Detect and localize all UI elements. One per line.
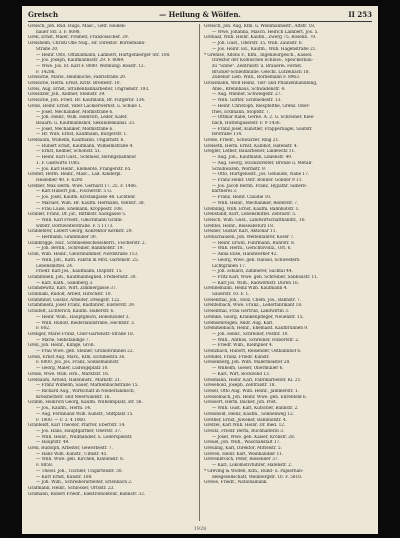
directory-entry: — Jos., Kaufm., Herm. 14. xyxy=(36,406,92,412)
directory-entry: Greis, Aug. Ernst, Straßenbahnarbeiter, Ungriebstr. 193. xyxy=(28,86,150,92)
directory-entry: — Heinr. Erwin, Fuhrmann, Ruhrstr. 8. xyxy=(212,240,295,246)
directory-entry: — Anna Elise, Handwerker 42. xyxy=(212,252,278,258)
directory-entry: Grendel, Franz, Friedr. Kunstr. xyxy=(204,354,270,360)
directory-entry: Bauarb. u. Kaufmannshof, Sekundenkanal. 33. xyxy=(36,120,136,126)
directory-entry: Grammhelb, Joh., Kaufmannsglied, Frehlersstr. 30. xyxy=(28,274,137,280)
directory-entry: Graufelt, Lichterich, Kaufm. Haberstr. 6. xyxy=(28,309,115,315)
directory-entry: Gresshold, Heinz, Kaufm., Sonnenweg 12. xyxy=(204,411,294,417)
directory-entry: — Franz Josef, Künstler, Frappernagel, Saufstr. xyxy=(212,126,313,132)
directory-entry: Grah, Wilh. Heinr., Gleichnummer, Nordstraße 113. xyxy=(28,252,139,258)
directory-entry: Greisch, Joh. Rud. Hugo, Masc., Getr. Heiden- xyxy=(28,24,127,29)
directory-entry: ferstraße 114. xyxy=(212,132,243,138)
directory-entry: — Hubert Ernst, Kaufmann, Wilhelmstraße 4. xyxy=(36,143,134,149)
directory-entry: — Joh. Bernh., Schreiner, Bahnhofstr. 19. xyxy=(36,246,124,252)
directory-entry: — Georg, Maler, Ludwigsplatz 10. xyxy=(36,366,109,372)
directory-entry: — Heinr. Wilh., Hauptgleich, Hohenzoller 3. xyxy=(36,314,130,320)
directory-entry: Grell, Joh. Heinr., Klinge, Groß. xyxy=(28,343,95,349)
directory-entry: — Hans Wilh. Kunstr., Ulmstr. 45. xyxy=(36,451,108,457)
directory-entry: Direktor der Kölnischen Schloss-, Speicherbau- xyxy=(212,58,314,64)
directory-entry: Grammhof, Gustav, Arbeiter, Dreiigstr. 122. xyxy=(28,297,121,303)
directory-entry: Grell, Rudolph, Arbeiter, Gewerbestr. 7. xyxy=(28,446,113,452)
directory-entry: Greisch, Joh. Aug. Kfm. u. Weinmannsstr., Altstr. 18. xyxy=(204,24,316,29)
directory-entry: Gretzel, Karl Wilh. Heinr. Dr. med. 12. xyxy=(204,423,286,429)
directory-entry: Gremsenreigen, Andr. Aug. Karl. xyxy=(204,320,274,326)
directory-entry: Gremling, Wilh. Ernst, Kaufm. Bahnhofstr. 1. xyxy=(204,206,300,212)
directory-entry: — Jos. Karl Heinr., Elemente, Frangerstr. 65. xyxy=(36,166,132,172)
directory-page xyxy=(22,6,378,534)
directory-entry: Gressert, Herm. Bäcker, Joh. Post. xyxy=(204,400,277,406)
directory-entry: wiltstr. Dornweiterstraße. F. 5 1173. xyxy=(36,223,114,229)
directory-entry: F. 1000. — F. 3. 4 1060. xyxy=(36,417,87,423)
directory-entry: Greven, Heinr. Karl, Weinhändler 11. xyxy=(204,451,284,457)
directory-entry: Grenaaf, Wilh. Heinr. Kaufm., Zwerg 75, Rosenb. 70. xyxy=(204,35,317,41)
directory-entry: Grehtel, Heinr., Reiseabsturz 18. xyxy=(204,223,275,229)
directory-entry: — Franz Wilhelm, Sauer, Markenbachstraße 15. xyxy=(36,383,139,389)
directory-entry: Grabler, Franz, Dr. jur., Rittmstr. Sackgasse 5. xyxy=(28,212,127,218)
column-divider xyxy=(199,24,200,521)
directory-entry: — Josef, Mechaniker, Moltkstraße 6. xyxy=(36,126,114,132)
directory-entry: Grevenbroich, Peter, Reisender 37. xyxy=(204,457,279,463)
directory-entry: Grether, Ernst, Juwelier, Bahnhofstr. 4. xyxy=(204,417,287,423)
directory-entry: Grelbaum, Arnold, Hafenmstr., Markstr. 21. xyxy=(28,377,122,383)
directory-entry: Greienthal, Frau Gertrud, Landwirtin 3. xyxy=(204,309,290,315)
directory-entry: — Karl, Lokomotivführer, Hafenstr. 2. xyxy=(212,463,293,469)
directory-entry: — Wwe. Johanna, Masch. Heirich Lambert, Jos. 5. xyxy=(212,29,319,35)
directory-entry: Gresselbach, Joh. Heinr. Wwe. geb. Ehrenfeld 6. xyxy=(204,394,307,400)
directory-entry: F. 8858. xyxy=(36,463,53,469)
directory-entry: — Friedr. Wilh., Klempner 4. xyxy=(212,343,274,349)
directory-entry: Gresehold, Joseph, Zentralstr. 18. xyxy=(204,383,276,389)
directory-entry: Grelseth, Herm. Ernst, Kalbhof, Hafenstr. 4. xyxy=(204,143,298,149)
directory-entry: — Kurt Ernst, Kunstr. 108. xyxy=(36,474,93,480)
directory-entry: — Karl, Kath., Sandberg 3. xyxy=(36,280,94,286)
directory-entry: F. 602. xyxy=(36,326,51,332)
directory-entry: Grafmann, Heinr., Schlosser, Ortsstr. 23. xyxy=(28,485,115,491)
directory-entry: — Hauptstr. 49. xyxy=(36,440,70,446)
directory-entry: — Hr. Wilh. Ernst, Kaufmann, Bürgerstr. 1. xyxy=(36,132,128,138)
directory-entry: Grammkehl, Josef Franz, Radfahrer, Elisterstr. 39. xyxy=(28,303,136,309)
directory-entry: — Heinr. Karl Gust., Schmied, Heringsbahnhof xyxy=(36,155,136,161)
directory-entry: — Heinr. Christoph, Riespfelthe, Grenz. Ober- xyxy=(212,103,310,109)
directory-entry: — Karl, Wirt, Bockwind 13. xyxy=(212,371,271,377)
directory-entry: Gresenberg, Joh. Wilh. Malermeister 28. xyxy=(204,360,291,366)
directory-entry: — Richard Aug., Wirtschaft in Niederländisch, xyxy=(36,389,135,394)
directory-entry: Greib, Heinr. Ernst, Vater Lackierwerkst. u. Schule 1. xyxy=(28,103,143,109)
header-rule xyxy=(28,21,372,22)
directory-entry: F. 6000. Jos. Jos. Franz, Sonnemannstr. xyxy=(36,360,120,366)
directory-entry: — Aug. Joh., Kaufmann, Linienstr. 49. xyxy=(212,155,293,161)
directory-entry: Greile, Wwe. Wilh. Hrn., Marktstr. 16. xyxy=(28,371,110,377)
directory-entry: — Otto, Hürtgensstr., Jos. Gebäude, Nahe 17. xyxy=(212,172,310,178)
directory-entry: Grenzbach, Hubert, Reisender, Ostbahnhof 6. xyxy=(204,349,302,355)
directory-entry: Zubehör Lieb. Wilh., Bornemann F. 8963. xyxy=(212,75,301,81)
directory-entry: bach, Hüttengassestr. F. 9 1436. xyxy=(212,120,281,126)
directory-entry: — Wilhelm, Gieser, Obermüller 6. xyxy=(212,366,284,372)
directory-entry: Heidelber 40. F. 6200. xyxy=(36,177,84,183)
left-column xyxy=(28,24,196,521)
directory-entry: Grahm, Heinrich Georg, Kaufm. Wilhelmplatz, str. 56. xyxy=(28,400,143,406)
directory-entry: Greienthal, Joh., Holz, Chem. Jos., Bahnstr. 7. xyxy=(204,297,302,303)
directory-entry: Greisiche, Herm. Ernst, Kritz. Breitestr. 10. xyxy=(28,81,121,87)
directory-entry: — Joh. Wilh., Schreiberarbeiter, Erlenbach 2. xyxy=(36,480,133,486)
directory-entry: Greisiche, Joh. Fried. Hr. Kaufmann, Br. Fürgerbr. 134. xyxy=(28,98,146,104)
page-footer-mark: 1928 xyxy=(193,526,207,532)
directory-entry: — Fritz Karl, Wwe. geb. Schreiber, Sabbaustr. 11. xyxy=(212,274,319,280)
directory-entry: Grablehrer, Lobert Georg, Konrektor Kerkstr. 29. xyxy=(28,229,133,235)
directory-entry: zu "Sinne". Zentralstr. u. Brauerei. Fernst. xyxy=(212,63,303,69)
directory-entry: Schuhwaren, Wormstr. 9. xyxy=(212,166,267,172)
directory-entry: — Aug. Ferdinand Wilh. Kunstr., Stiftplatz 15. xyxy=(36,411,134,417)
directory-entry: — Jos. Joseph, Kaufmannsstr. 29. F. 8089. xyxy=(36,58,125,64)
directory-entry: Grellger, Marie Franz, Cher-Gartenstr.-Straße 18. xyxy=(28,331,135,337)
directory-entry: fries, Erdmann, Stopfstr. 7. xyxy=(212,109,270,115)
directory-entry: Greisitzer, Joh., Kellner, Steinstr. 39. xyxy=(28,92,106,98)
directory-entry: Grenschausen, Joh. Weltenfahrer, Koser 7. xyxy=(204,235,295,241)
header-page-number: II 253 xyxy=(348,10,372,19)
directory-entry: — Wilh. Heinr., Mechaniker, Reiferstr. 7. xyxy=(212,200,299,206)
directory-entry: — Karl Hubert Joh., Fischerstr. 5 G. xyxy=(36,189,112,195)
directory-entry: — Wilh. Rudolf, Riederlandstraße, Hechtstr. 3. xyxy=(36,320,136,326)
directory-entry: — Aug. Georg, Stuckzureiter, Bronze u. Metall- xyxy=(212,160,313,166)
directory-entry: Straße 20. xyxy=(36,46,59,52)
directory-entry: — Joh. Gust., Oberstr. 35, Wilh. Zaunstr. 6. xyxy=(212,41,303,47)
directory-entry: Greisiche, Marie, Heimküche, Fabristraße 29. xyxy=(28,75,127,81)
directory-entry: — Frau Luise, Ehemann, Kröppestr. 108. xyxy=(36,206,124,212)
directory-entry: Gramdewitz, Karl, Wirt, Zimmergasse 37. xyxy=(28,286,117,292)
directory-entry: Greib, Ernst Aug. Marx., Kfm. Elchmestra 36. xyxy=(28,354,126,360)
directory-entry: Grossmann, Wolf Heinz, Tier- und Pflanzenhandlung, xyxy=(204,81,318,87)
directory-entry: — Joh. Heinr., Wilh. Heinrich, Leder, Käfer. xyxy=(36,115,128,121)
directory-entry: Grewe, Friedr., Nationalbank. xyxy=(204,480,268,486)
directory-entry: Grenfelbach, Wwe. Franz., Lederfabrikant 18. xyxy=(204,303,303,309)
directory-entry: nauer Str. 3. F. 8098. xyxy=(36,29,81,35)
directory-entry: Gramann, Robert Friedr., Elektromonteur, Bahnstr. 32. xyxy=(28,491,146,497)
directory-entry: — Josef, Mechaniker, Moltkstraße 6. xyxy=(36,109,114,115)
directory-entry: — Wilh. Heinr., Wildhändler, u. Lederspielstr. xyxy=(36,434,133,440)
directory-entry: — Mariaet, Wilh. Hr. Kaufm. Hermann, Ventstr. 38. xyxy=(36,200,145,206)
directory-entry: — Josef, Wwe. geb. Kaiser, Kronstr. 28. xyxy=(212,434,295,440)
directory-entry: — Marie, Selbständige 7. xyxy=(36,337,90,343)
directory-entry: — Joh. Heinr., Schreiner, Postbr. 10. xyxy=(212,331,289,337)
directory-entry: — Wilh. Glitter, Schmiedestr. 13. xyxy=(212,98,282,104)
directory-entry: Kreisherbstr. und Meerwaldstr. 16. xyxy=(36,394,111,400)
directory-entry: Gremmelbach, Heinr., Ehemalst. Kaufbrunnen 9. xyxy=(204,326,309,332)
directory-entry: Lebensmittel. 24. xyxy=(36,263,74,269)
directory-entry: — Joh. Eduard, Zimmerer, Sacktal 44. xyxy=(212,269,293,275)
right-column xyxy=(204,24,372,521)
header-left: Greisch xyxy=(28,10,59,19)
directory-entry: * Greving & Wölfen, Kfm., Rund- u. Papierhan- xyxy=(204,468,304,474)
directory-entry: — Ottmar Rabe, Gerne. A. 2. G. Schreiner, Klee- xyxy=(212,115,315,121)
directory-entry: — Wilh. Karl Friedr., Gleichmann Gräfin- xyxy=(36,217,123,223)
directory-entry: — Ernst, Kellner, Schönstr. 51. xyxy=(36,149,102,155)
directory-entry: — Jos. Josef, Kaufm. Kristallgasse 48. Lichtenr. xyxy=(36,195,136,201)
directory-entry: Sauerstr. 10. F. 1. xyxy=(212,292,250,298)
directory-entry: Grelter, Herm. Heinr., Masc., Lad. Kinderpl. xyxy=(28,172,122,178)
directory-entry: Greiner, Gustav Karl, Aktionär 11. xyxy=(204,229,277,235)
directory-entry: * Gremse, Alfons F., Kfm., Ingenieurgesch., Kassel. xyxy=(204,52,313,58)
directory-entry: — Jos. Hans, Hauptgärtner, Oberstr. 37. xyxy=(36,428,122,434)
directory-entry: Gregler, Lether, Bauarbeiter, Lindewitz 11. xyxy=(204,149,296,155)
directory-entry: Grelbaum, Wilhelm, Kaufmann, Ungarnstr. 6. xyxy=(28,138,125,144)
directory-entry: Greutz, Friedr. Berta, Buchhalterin 3. xyxy=(204,428,285,434)
directory-entry: — Frau Wwe. geb. Steiner, Grünebrunnen 22. xyxy=(36,349,134,355)
directory-entry: — Georg, Wwe. geb. Hansel, Schwestern xyxy=(212,257,300,263)
directory-entry: Grell, Ernst, Maler, Freiheit, Französischer. 29. xyxy=(28,35,129,41)
directory-entry: Grannalb, Rudolf, Arbeit, Hirschstr. 10. xyxy=(28,292,112,298)
directory-entry: Grelsheim, Christi Olle Nug., Hr. Direktor. Bornemann- xyxy=(28,41,146,47)
directory-entry: — Franz, Heinr. Claudie 10. xyxy=(212,195,272,201)
directory-entry: Grelle, Friedr., Schwarzer, Ring 21. xyxy=(204,138,280,144)
directory-entry: — Theod. Joh., Tischler, Ungartenstr. 50. xyxy=(36,468,123,474)
directory-entry: Greuel, Joh. Wilh., Waschanstalt 17. xyxy=(204,440,281,446)
directory-entry: — Karl Jos. Wilh., Radwerkstr. Düren 16. xyxy=(212,280,299,286)
directory-entry: Grebstahlf, Kurt, Lebensmittel. Zebrastr. 5. xyxy=(204,212,297,218)
directory-entry: delsgesellschaft, Weinbergstr. 10. F. 5818. xyxy=(212,474,303,480)
directory-entry: — Jos. Jacob Bernh. Franz, Hypathr. Silbern- xyxy=(212,183,308,189)
directory-entry: Gresmann, Heinr. Karl, Fabrikarbeiter, Kl. 21. xyxy=(204,377,302,383)
directory-entry: Brücker-Schleifmühle. Geschl. Lützelbach 18. xyxy=(212,69,310,75)
directory-entry: F. 14286. xyxy=(36,69,56,75)
header-title: — Heilung & Wölfen. xyxy=(159,10,241,19)
directory-entry: — Aug. Wanner, Schwiegeltr. 27. xyxy=(212,92,282,98)
directory-entry: — Hermann, Grabmüller 30. xyxy=(36,235,97,241)
directory-entry: — Wilh. Joh., Kath. Fabrik in Mrd. Gartenstr. 25. xyxy=(36,257,139,263)
directory-entry: Gremke, Georg, Krankenpfleger, Neuenstr. 15. xyxy=(204,314,304,320)
directory-entry: kärtnerei 3. xyxy=(212,189,238,195)
directory-entry: — Jos. Heinr. Ed., Kaufm., Wilh. Hagenstraße 21. xyxy=(212,46,317,52)
directory-entry: — Wilh., Anthus, Schreiner, Hubertstr. 2. xyxy=(212,337,300,343)
directory-entry: — Wilh. Gust. Karl, Kutscher, Bahnstr. 2. xyxy=(212,406,299,412)
directory-entry: — Franz Heinr. Ostr. Bonner. Gonder 9 11. xyxy=(212,177,303,183)
directory-entry: Lichtgraben 17. xyxy=(212,263,247,269)
directory-entry: Ahle., Brennhaus, Schwadenstr. 4. xyxy=(212,86,286,92)
directory-entry: Grelber, Max Herm. Wwe. Gerhard 17. 25. F. 1406. xyxy=(28,183,138,189)
directory-entry: Gresel, Otto Aug. Wilh. Heinr., Jammerstr. 1. xyxy=(204,389,299,394)
directory-entry: Greisch, Wilh. Gust., Landwirtschafthändlr., 16. xyxy=(204,217,306,223)
directory-entry: Grennemann, Heinz Wilh. Kaufmann 4. xyxy=(204,286,288,292)
directory-entry: Grabfeldt, Karl Theodor, Pfarrer, Ebertstr. 14. xyxy=(28,423,126,429)
directory-entry: — Heinr. Otto, Offizialmann, Lambert, Hürtgenberger Str. 108. xyxy=(36,52,171,58)
directory-entry: 1. F. Gastwirte 1085. xyxy=(36,160,81,166)
directory-entry: Friedr. Karl Jos., Kaufmann, Dispfstr. 15. xyxy=(36,269,123,275)
directory-entry: Grabbrigge, Hur., Schmiedeschlossherrl., Fischerstr. 2. xyxy=(28,240,146,246)
directory-entry: — Wilh. Herm., Gerichtsvollz., Ort. 6. xyxy=(212,246,292,252)
directory-entry: Greuling, Karl, Direktor, Mittelstr. 5. xyxy=(204,446,282,452)
directory-entry: — Wilh. Wwe. geb. Kirchen, Kinnenstr. 8. xyxy=(36,457,125,463)
directory-entry: — Wwe. Jos. St. Karl F. 8089. Wohnung: Rosstr. 12. xyxy=(36,63,145,69)
